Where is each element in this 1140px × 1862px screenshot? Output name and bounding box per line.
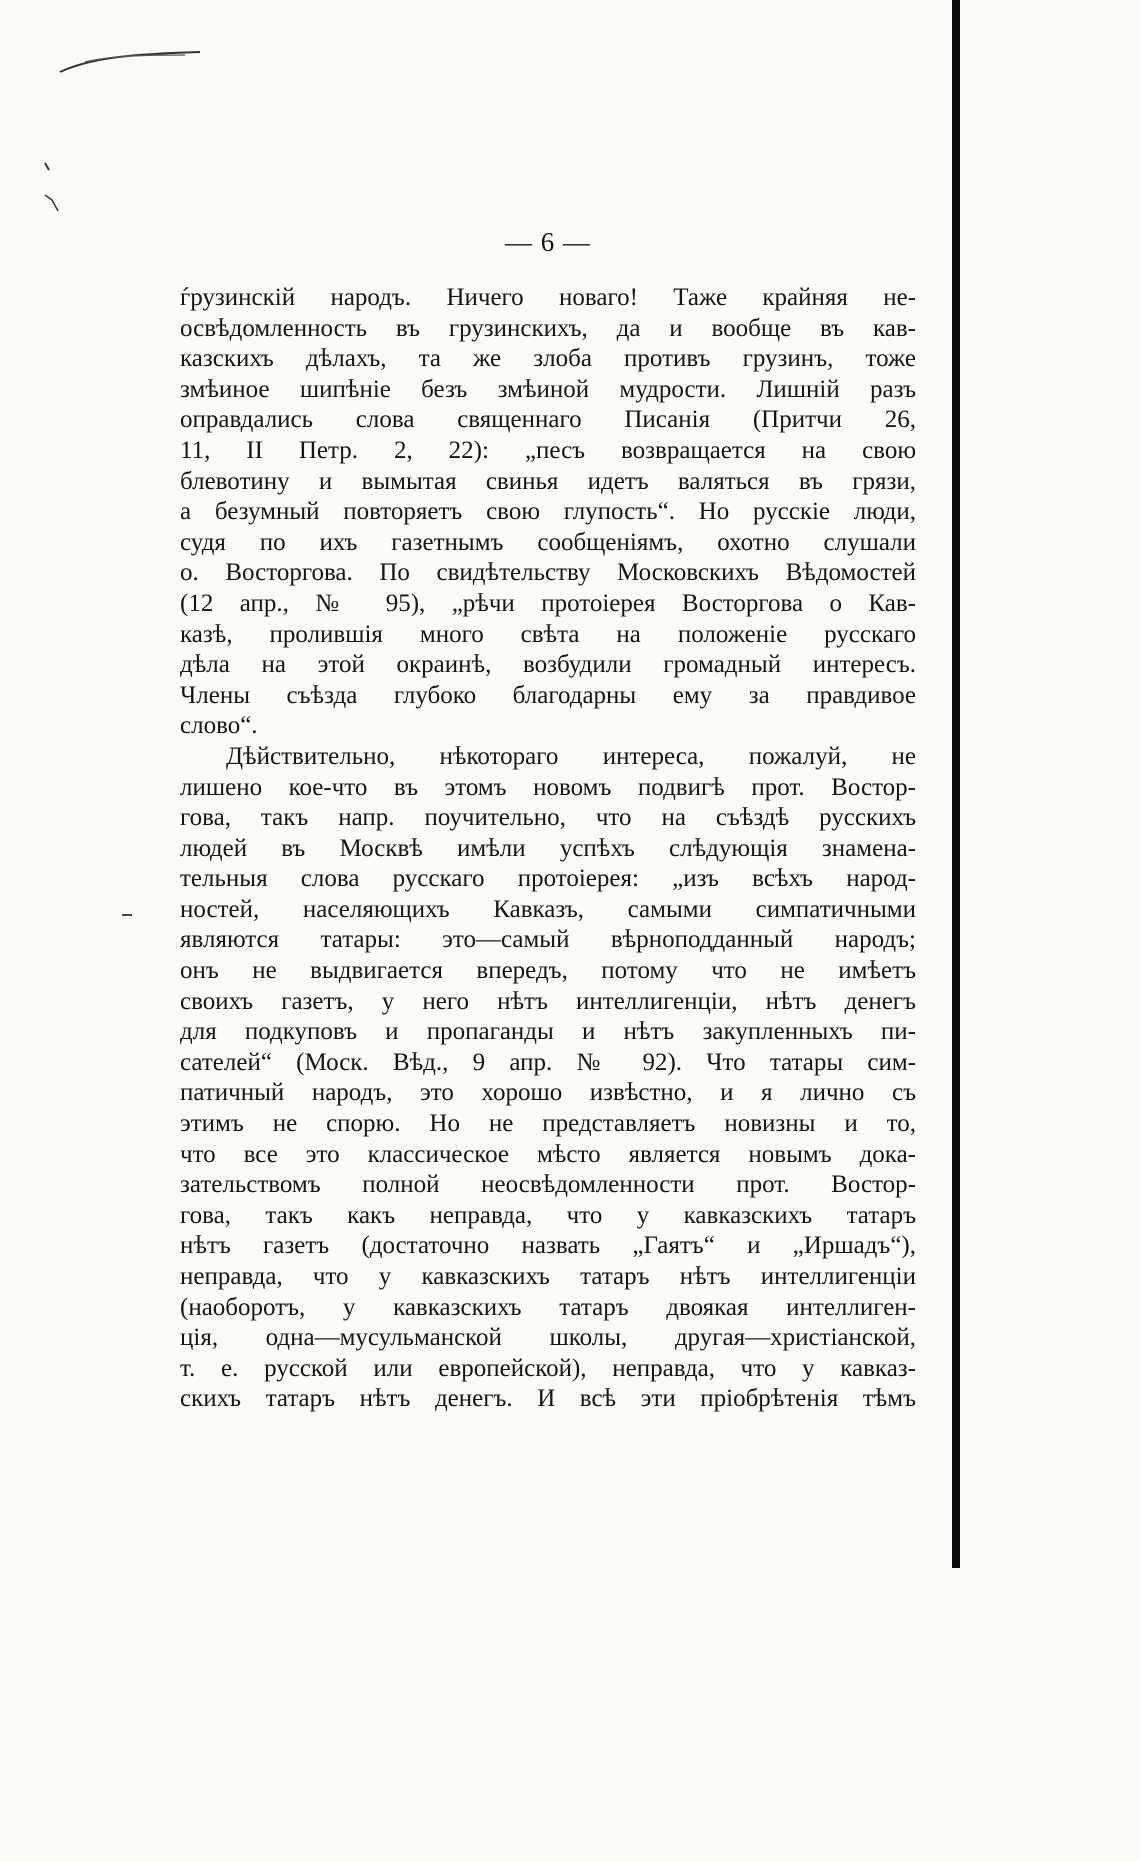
text-line: людей въ Москвѣ имѣли успѣхъ слѣдующія знамена- [180,834,916,862]
text-line: тельныя слова русскаго протоіерея: „изъ всѣхъ народ- [180,865,916,893]
text-line: для подкуповъ и пропаганды и нѣтъ закупленныхъ пи- [180,1018,916,1046]
text-line: Члены съѣзда глубоко благодарны ему за правдивое [180,681,916,709]
text-line: о. Восторгова. По свидѣтельству Московскихъ Вѣдомостей [180,559,916,587]
text-line: освѣдомленность въ грузинскихъ, да и вообще въ кав- [180,314,916,342]
text-line: блевотину и вымытая свинья идетъ валяться въ грязи, [180,467,916,495]
text-line: онъ не выдвигается впередъ, потому что не имѣетъ [180,957,916,985]
text-line: Дѣйствительно, нѣкотораго интереса, пожалуй, не [226,742,916,770]
paragraph-2 [180,742,916,1415]
paragraph-1 [180,283,916,742]
text-line: а безумный повторяетъ свою глупость“. Но русскіе люди, [180,498,916,526]
margin-mark [122,914,132,916]
text-line: (наоборотъ, у кавказскихъ татаръ двоякая интеллиген- [180,1293,916,1321]
text-line: ѓрузинскій народъ. Ничего новаго! Таже крайняя не- [180,284,916,311]
text-line: оправдались слова священнаго Писанія (Притчи 26, [180,406,916,434]
text-line: змѣиное шипѣніе безъ змѣиной мудрости. Лишній разъ [180,375,916,403]
text-line: 11, II Петр. 2, 22): „песъ возвращается на свою [180,436,916,464]
text-line: судя по ихъ газетнымъ сообщеніямъ, охотно слушали [180,528,916,556]
text-line: являются татары: это—самый вѣрноподданный народъ; [180,926,916,954]
body-text [180,283,916,1415]
text-line: что все это классическое мѣсто является новымъ дока- [180,1140,916,1168]
text-line: ція, одна—мусульманской школы, другая—христіанской, [180,1324,916,1352]
text-line: нѣтъ газетъ (достаточно назвать „Гаятъ“ и „Иршадъ“), [180,1232,916,1260]
text-line: сателей“ (Моск. Вѣд., 9 апр. № 92). Что татары сим- [180,1048,916,1076]
text-line: лишено кое-что въ этомъ новомъ подвигѣ прот. Востор- [180,773,916,801]
text-line: патичный народъ, это хорошо извѣстно, и я лично съ [180,1079,916,1107]
text-line: скихъ татаръ нѣтъ денегъ. И всѣ эти пріобрѣтенія тѣмъ [180,1385,916,1413]
text-line: неправда, что у кавказскихъ татаръ нѣтъ интеллигенціи [180,1263,916,1290]
text-line: (12 апр., № 95), „рѣчи протоіерея Восторгова о Кав- [180,589,916,617]
scan-ink-smudge [0,0,220,220]
page-number: — 6 — [505,227,591,257]
text-line: этимъ не спорю. Но не представляетъ новизны и то, [180,1110,916,1138]
text-line: гова, такъ напр. поучительно, что на съѣздѣ русскихъ [180,804,916,832]
text-line: ностей, населяющихъ Кавказъ, самыми симпатичными [180,895,916,923]
text-line: казскихъ дѣлахъ, та же злоба противъ грузинъ, тоже [180,345,916,373]
text-line: слово“. [180,712,258,740]
text-line: казѣ, пролившія много свѣта на положеніе русскаго [180,620,916,648]
text-line: дѣла на этой окраинѣ, возбудили громадный интересъ. [180,651,916,679]
text-line: зательствомъ полной неосвѣдомленности прот. Востор- [180,1171,916,1199]
text-line: своихъ газетъ, у него нѣтъ интеллигенціи, нѣтъ денегъ [180,987,916,1015]
text-line: гова, такъ какъ неправда, что у кавказскихъ татаръ [180,1201,916,1229]
text-line: т. е. русской или европейской), неправда, что у кавказ- [180,1354,916,1382]
